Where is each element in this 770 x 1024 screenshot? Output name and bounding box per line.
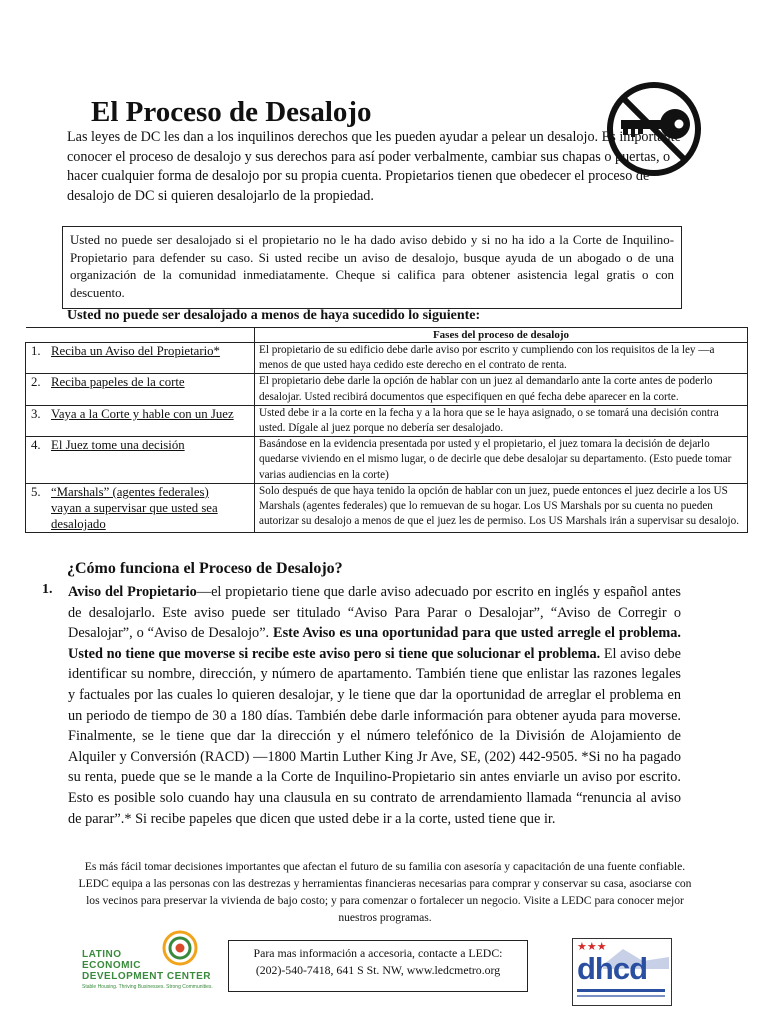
intro-paragraph: Las leyes de DC les dan a los inquilinos derechos que les pueden ayudar a pelear un desalojo. Es importante conocer el proceso de desalojo y sus derechos para así poder verbalmente, cambiar sus chapas o puertas, o hacer cualquier forma de desalojo por su propia cuenta. Propietarios tienen que obedecer el proceso de desalojo de DC si quieren desalojarlo de la propiedad. xyxy=(67,129,681,204)
phases-table-header-row xyxy=(26,328,748,343)
ledc-tagline: Stable Housing. Thriving Businesses. Strong Communities. xyxy=(82,984,213,990)
section-heading: ¿Cómo funciona el Proceso de Desalojo? xyxy=(67,560,343,577)
phase-number: 4. xyxy=(31,438,41,453)
table-row xyxy=(26,483,748,532)
table-row xyxy=(26,405,748,436)
ledc-sun-icon xyxy=(162,930,198,966)
ledc-name-line1: LATINO xyxy=(82,949,122,960)
phase-description: Basándose en la evidencia presentada por usted y el propietario, el juez tomara la decisión de dejarlo quedarse viviendo en el mismo lugar, o de decirle que debe desalojar su departamento. (Esto puede tomar varias audiencias en la corte) xyxy=(255,437,748,484)
table-row xyxy=(26,374,748,405)
phase-number: 5. xyxy=(31,484,41,499)
contact-line-2: (202)-540-7418, 641 S St. NW, www.ledcmetro.org xyxy=(255,963,501,977)
phase-step xyxy=(26,374,255,405)
dhcd-underline-2 xyxy=(577,995,665,997)
table-row xyxy=(26,437,748,484)
dhcd-underline xyxy=(577,989,665,992)
table-row xyxy=(26,343,748,374)
ledc-name-line3: DEVELOPMENT CENTER xyxy=(82,971,212,982)
phases-table-header: Fases del proceso de desalojo xyxy=(255,328,748,343)
phase-number: 2. xyxy=(31,375,41,390)
notice-box: Usted no puede ser desalojado si el propietario no le ha dado aviso debido y si no ha ido a la Corte de Inquilino-Propietario para defender su caso. Si usted recibe un aviso de desalojo, busque ayuda de un abogado o de una organización de la comunidad inmediatamente. Cheque si califica para obtener asistencia legal gratis o con descuento. xyxy=(62,226,682,309)
phase-description: Solo después de que haya tenido la opción de hablar con un juez, puede entonces el juez decirle a los US Marshals (agentes federales) que lo remuevan de su hogar. Los US Marshals por su cuenta no pueden autorizar su desalojo a menos de que el juez les de permiso. Los US Marshals irán a supervisar su desalojo. xyxy=(255,483,748,532)
ledc-logo xyxy=(82,928,214,996)
phase-number: 1. xyxy=(31,344,41,358)
phase-step-label: Vaya a la Corte y hable con un Juez xyxy=(51,406,234,421)
footer-note: Es más fácil tomar decisiones importantes que afectan el futuro de su familia con asesoría y capacitación de una fuente confiable. LEDC equipa a las personas con las destrezas y herramientas financieras necesarias para comprar y conservar su casa, asociarse con los vecinos para preservar la vivienda de bajo costo; y para comenzar o fortalecer un negocio. Visite a LEDC para conocer mejor nuestros programas. xyxy=(78,860,692,924)
phase-description: Usted debe ir a la corte en la fecha y a la hora que se le haya asignado, o se tomará una decisión contra usted. Dígale al juez porque no debería ser desalojado. xyxy=(255,405,748,436)
how-it-works-list xyxy=(42,582,681,829)
contact-line-1: Para mas información a accesoria, contacte a LEDC: xyxy=(253,946,503,960)
ledc-name-line2: ECONOMIC xyxy=(82,960,141,971)
phase-step xyxy=(26,405,255,436)
phase-step-label: “Marshals” (agentes federales) vayan a supervisar que usted sea desalojado xyxy=(51,484,218,531)
phase-step xyxy=(26,343,255,374)
phase-description: El propietario debe darle la opción de hablar con un juez al demandarlo ante la corte antes de poderlo desalojar. Usted recibirá documentos que especifiquen en qué fecha debe aparecer en la corte. xyxy=(255,374,748,405)
phase-step-label: Reciba papeles de la corte xyxy=(51,375,185,390)
dhcd-logo xyxy=(572,938,672,1006)
phase-description: El propietario de su edificio debe darle aviso por escrito y cumpliendo con los requisitos de la ley —a menos de que usted haya cedido este derecho en el contrato de renta. xyxy=(255,343,748,374)
list-number: 1. xyxy=(42,582,53,597)
explanation-part-1: —el propietario tiene que darle aviso adecuado por escrito en inglés y español antes de desalojarlo. Este aviso puede ser titulado “Aviso Para Parar o Desalojar”, “Aviso de Corregir o Desalojar”, o “Aviso de Desalojo”. xyxy=(68,584,681,642)
phase-step xyxy=(26,437,255,484)
contact-box xyxy=(228,940,528,992)
conditions-heading: Usted no puede ser desalojado a menos de haya sucedido lo siguiente: xyxy=(67,308,481,323)
lead-term: Aviso del Propietario xyxy=(68,584,197,600)
phase-step-label: Reciba un Aviso del Propietario* xyxy=(51,344,220,358)
phase-number: 3. xyxy=(31,406,41,421)
phases-table xyxy=(25,327,748,533)
explanation-part-2: El aviso debe identificar su nombre, dirección, y número de apartamento. También tiene que enlistar las razones legales y factuales por las cuales lo quieren desalojar, y le tiene que dar la oportunidad de arreglar el problema en un periodo de tiempo de 30 a 180 días. También debe darle información para obtener ayuda para moverse. Finalmente, se le tiene que dar la dirección y el número telefónico de la División de Alojamiento de Alquiler y Conversión (RACD) —1800 Martin Luther King Jr Ave, SE, (202) 442-9505. *Si no ha pagado su renta, puede que se le mande a la Corte de Inquilino-Propietario sin antes enviarle un aviso por escrito. Esto es posible solo cuando hay una clausula en su contrato de arrendamiento llamada “renuncia al aviso de parar”.* Si recibe papeles que dicen que usted debe ir a la corte, usted tiene que ir. xyxy=(68,645,681,827)
phase-step-label: El Juez tome una decisión xyxy=(51,438,185,453)
notice-explanation xyxy=(68,582,681,829)
phase-step xyxy=(26,483,255,532)
page-title: El Proceso de Desalojo xyxy=(91,96,372,128)
explanation-emphasis: Este Aviso es una oportunidad para que usted arregle el problema. Usted no tiene que moverse si recibe este aviso pero si tiene que solucionar el problema. xyxy=(68,625,681,662)
dhcd-stars: ★★★ xyxy=(577,940,607,953)
dhcd-text: dhcd xyxy=(577,951,648,986)
phases-table-corner xyxy=(26,328,255,343)
